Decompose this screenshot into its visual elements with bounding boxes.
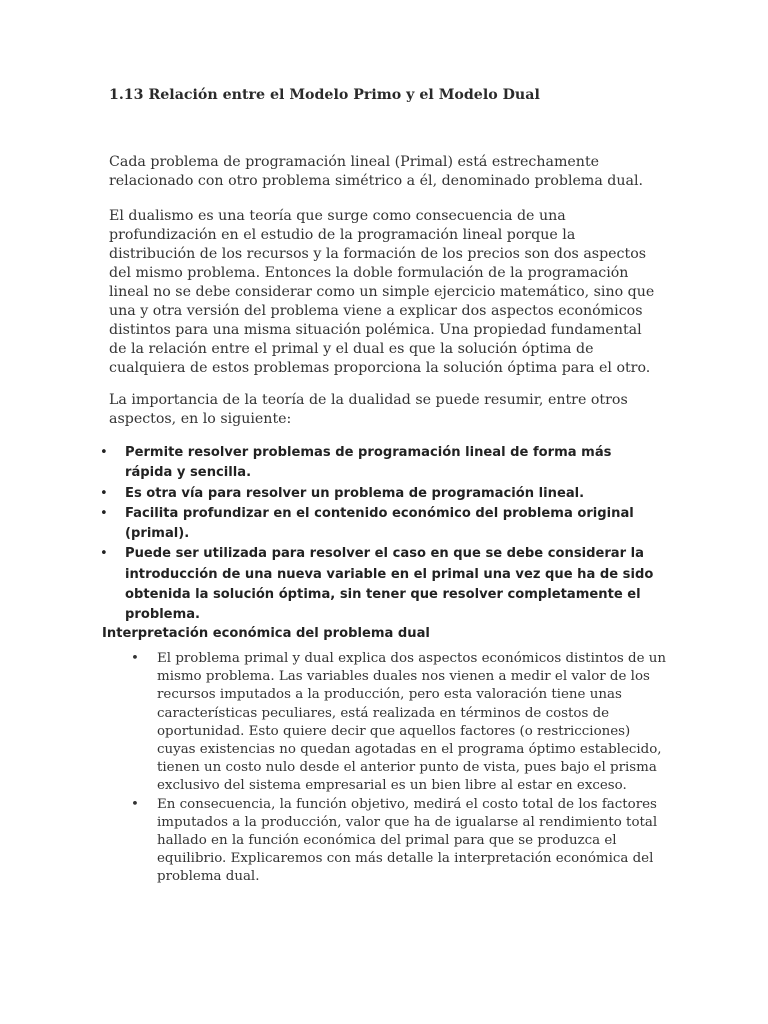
list-item-text: Es otra vía para resolver un problema de programación lineal. bbox=[125, 485, 585, 501]
list-item-text: Permite resolver problemas de programación lineal de forma más rápida y sencilla. bbox=[125, 445, 612, 481]
importance-list bbox=[100, 443, 660, 626]
list-item bbox=[100, 484, 660, 504]
section-heading: 1.13 Relación entre el Modelo Primo y el Modelo Dual bbox=[109, 87, 540, 103]
list-item bbox=[131, 650, 671, 796]
list-item bbox=[131, 796, 671, 887]
list-item bbox=[100, 544, 660, 625]
bullet-icon: • bbox=[100, 546, 108, 562]
list-item bbox=[100, 443, 660, 484]
bullet-icon: • bbox=[100, 485, 108, 501]
bullet-icon: • bbox=[100, 445, 108, 460]
bullet-icon: • bbox=[131, 651, 139, 666]
subsection-heading: Interpretación económica del problema dual bbox=[102, 626, 430, 641]
importance-paragraph: La importancia de la teoría de la dualidad se puede resumir, entre otros aspectos, en lo siguiente: bbox=[109, 392, 628, 427]
interpretation-list bbox=[131, 650, 671, 887]
list-item bbox=[100, 504, 660, 545]
intro-paragraph: Cada problema de programación lineal (Primal) está estrechamente relacionado con otro problema simétrico a él, denominado problema dual. bbox=[109, 154, 644, 189]
dualism-paragraph: El dualismo es una teoría que surge como consecuencia de una profundización en el estudio de la programación lineal porque la distribución de los recursos y la formación de los precios son dos aspectos del mismo problema. Entonces la doble formulación de la programación lineal no se debe considerar como un simple ejercicio matemático, sino que una y otra versión del problema viene a explicar dos aspectos económicos distintos para una misma situación polémica. Una propiedad fundamental de la relación entre el primal y el dual es que la solución óptima de cualquiera de estos problemas proporciona la solución óptima para el otro. bbox=[109, 208, 655, 376]
bullet-icon: • bbox=[100, 505, 108, 521]
bullet-icon: • bbox=[131, 796, 139, 812]
list-item-text: Facilita profundizar en el contenido económico del problema original (primal). bbox=[125, 505, 634, 542]
list-item-text: El problema primal y dual explica dos aspectos económicos distintos de un mismo problema. Las variables duales nos vienen a medir el valor de los recursos imputados a la producción, pero esta valoración tiene unas características peculiares, está realizada en términos de costos de oportunidad. Esto quiere decir que aquellos factores (o restricciones) cuyas existencias no quedan agotadas en el programa óptimo establecido, tienen un costo nulo desde el anterior punto de vista, pues bajo el prisma exclusivo del sistema empresarial es un bien libre al estar en exceso. bbox=[157, 651, 667, 794]
list-item-text: Puede ser utilizada para resolver el caso en que se debe considerar la introducción de una nueva variable en el primal una vez que ha de sido obtenida la solución óptima, sin tener que resolver completamente el problema. bbox=[125, 546, 654, 623]
list-item-text: En consecuencia, la función objetivo, medirá el costo total de los factores imputados a la producción, valor que ha de igualarse al rendimiento total hallado en la función económica del primal para que se produzca el equilibrio. Explicaremos con más detalle la interpretación económica del problema dual. bbox=[157, 796, 658, 885]
